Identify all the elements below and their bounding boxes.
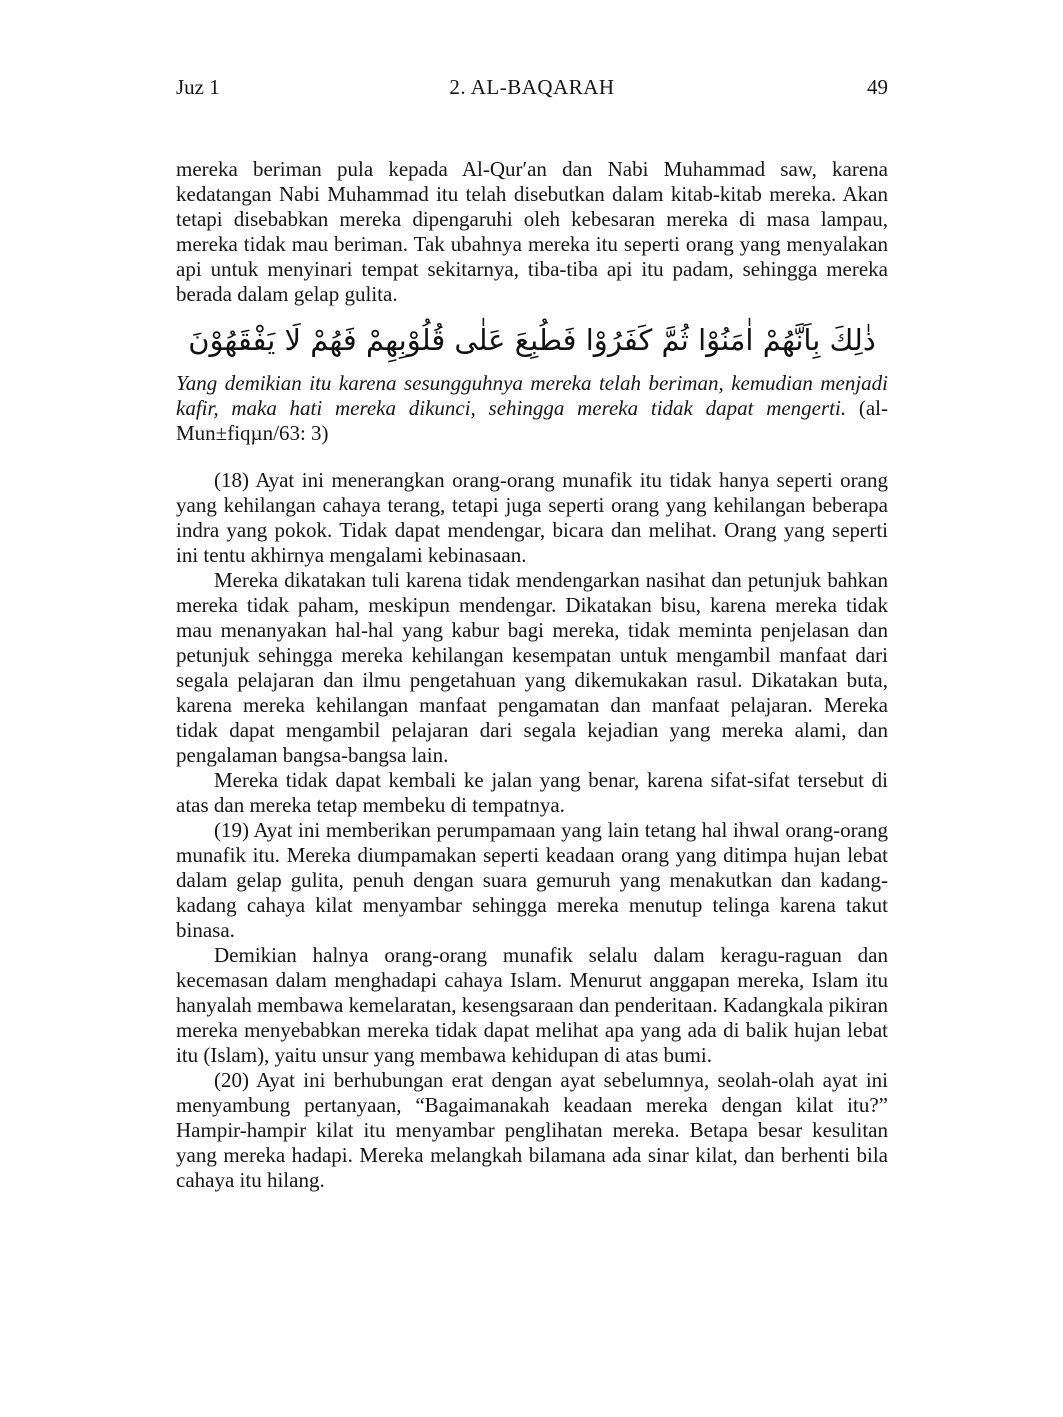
commentary-paragraph: Demikian halnya orang-orang munafik selalu dalam keragu-raguan dan kecemasan dalam menghadapi cahaya Islam. Menurut anggapan mereka, Islam itu hanyalah membawa kemelaratan, kesengsaraan dan penderitaan. Kadangkala pikiran mereka menyebabkan mereka tidak dapat melihat apa yang ada di balik hujan lebat itu (Islam), yaitu unsur yang membawa kehidupan di atas bumi. (176, 943, 888, 1067)
commentary-paragraph-19: (19) Ayat ini memberikan perumpamaan yang lain tetang hal ihwal orang-orang munafik itu. Mereka diumpamakan seperti keadaan orang yang ditimpa hujan lebat dalam gelap gulita, penuh dengan suara gemuruh yang menakutkan dan kadang-kadang cahaya kilat menyambar sehingga mereka menutup telinga karena takut binasa. (176, 818, 888, 942)
commentary-paragraph-20: (20) Ayat ini berhubungan erat dengan ayat sebelumnya, seolah-olah ayat ini menyambung pertanyaan, “Bagaimanakah keadaan mereka dengan kilat itu?” Hampir-hampir kilat itu menyambar penglihatan mereka. Betapa besar kesulitan yang mereka hadapi. Mereka melangkah bilamana ada sinar kilat, dan berhenti bila cahaya itu hilang. (176, 1068, 888, 1192)
juz-label: Juz 1 (176, 75, 220, 99)
page-body (176, 157, 888, 1193)
translation-italic-text: Yang demikian itu karena sesungguhnya mereka telah beriman, kemudian menjadi kafir, maka hati mereka dikunci, sehingga mereka tidak dapat mengerti. (176, 371, 888, 420)
arabic-verse: ذٰلِكَ بِاَنَّهُمْ اٰمَنُوْا ثُمَّ كَفَرُوْا فَطُبِعَ عَلٰى قُلُوْبِهِمْ فَهُمْ لَا يَفْقَهُوْنَ (188, 323, 876, 357)
continuation-paragraph: mereka beriman pula kepada Al-Qur′an dan Nabi Muhammad saw, karena kedatangan Nabi Muhammad itu telah disebutkan dalam kitab-kitab mereka. Akan tetapi disebabkan mereka dipengaruhi oleh kebesaran mereka di masa lampau, mereka tidak mau beriman. Tak ubahnya mereka itu seperti orang yang menyalakan api untuk menyinari tempat sekitarnya, tiba-tiba api itu padam, sehingga mereka berada dalam gelap gulita. (176, 157, 888, 306)
page-header (176, 75, 888, 99)
commentary-paragraph: Mereka tidak dapat kembali ke jalan yang benar, karena sifat-sifat tersebut di atas dan mereka tetap membeku di tempatnya. (176, 768, 888, 817)
verse-translation (176, 371, 888, 446)
surah-title: 2. AL-BAQARAH (449, 75, 615, 99)
verse-reference: (al-Mun±fiqµn/63: 3) (176, 396, 888, 445)
page-number: 49 (867, 75, 888, 99)
commentary-paragraph: Mereka dikatakan tuli karena tidak mendengarkan nasihat dan petunjuk bahkan mereka tidak paham, meskipun mendengar. Dikatakan bisu, karena mereka tidak mau menanyakan hal-hal yang kabur bagi mereka, tidak meminta penjelasan dan petunjuk sehingga mereka kehilangan kesempatan untuk mengambil manfaat dari segala pelajaran dan ilmu pengetahuan yang dikemukakan rasul. Dikatakan buta, karena mereka kehilangan manfaat pengamatan dan manfaat pelajaran. Mereka tidak dapat mengambil pelajaran dari segala kejadian yang mereka alami, dan pengalaman bangsa-bangsa lain. (176, 568, 888, 767)
commentary-paragraph-18: (18) Ayat ini menerangkan orang-orang munafik itu tidak hanya seperti orang yang kehilangan cahaya terang, tetapi juga seperti orang yang kehilangan beberapa indra yang pokok. Tidak dapat mendengar, bicara dan melihat. Orang yang seperti ini tentu akhirnya mengalami kebinasaan. (176, 468, 888, 567)
